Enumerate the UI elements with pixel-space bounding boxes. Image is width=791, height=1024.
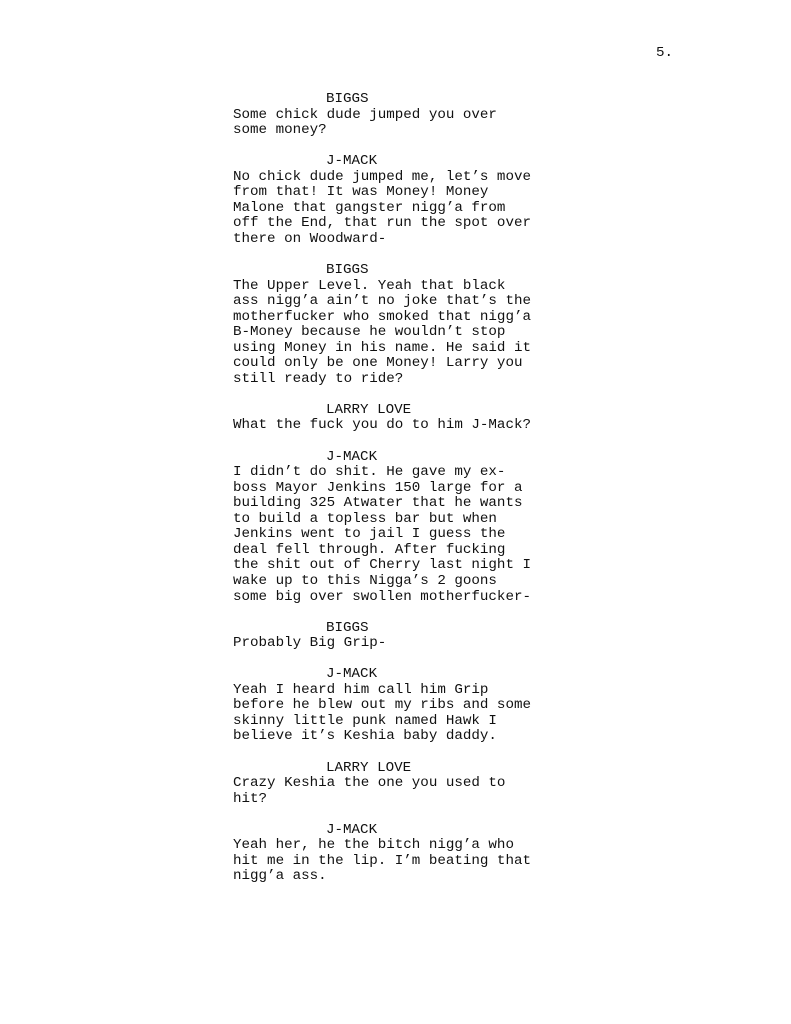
dialogue-line: motherfucker who smoked that nigg’a [233,308,531,325]
dialogue-line: could only be one Money! Larry you [233,355,523,372]
dialogue-line: skinny little punk named Hawk I [233,712,497,729]
dialogue-line: some money? [233,122,327,139]
page-number: 5. [656,45,674,61]
character-name: J-MACK [326,153,378,170]
dialogue-line: there on Woodward- [233,230,387,247]
dialogue-block [233,450,563,605]
character-name: J-MACK [326,448,378,465]
dialogue-block [233,667,563,745]
dialogue-line: still ready to ride? [233,370,404,387]
dialogue-line: to build a topless bar but when [233,510,497,527]
dialogue-line: deal fell through. After fucking [233,541,506,558]
dialogue-line: wake up to this Nigga’s 2 goons [233,572,497,589]
character-name: LARRY LOVE [326,759,412,776]
dialogue-block [233,403,563,434]
character-name: J-MACK [326,821,378,838]
character-name: BIGGS [326,262,369,279]
dialogue-line: some big over swollen motherfucker- [233,588,531,605]
screenplay-body [233,92,563,900]
dialogue-line: Malone that gangster nigg’a from [233,199,506,216]
dialogue-block [233,761,563,808]
dialogue-line: hit me in the lip. I’m beating that [233,852,531,869]
dialogue-block [233,823,563,885]
dialogue-line: building 325 Atwater that he wants [233,495,523,512]
dialogue-line: nigg’a ass. [233,868,327,885]
character-name: BIGGS [326,91,369,107]
dialogue-line: What the fuck you do to him J-Mack? [233,417,531,434]
dialogue-line: ass nigg’a ain’t no joke that’s the [233,293,531,310]
dialogue-line: the shit out of Cherry last night I [233,557,531,574]
dialogue-line: B-Money because he wouldn’t stop [233,324,506,341]
dialogue-block [233,621,563,652]
dialogue-line: Crazy Keshia the one you used to [233,775,506,792]
dialogue-line: I didn’t do shit. He gave my ex- [233,464,506,481]
dialogue-line: Probably Big Grip- [233,635,387,652]
dialogue-block [233,92,563,139]
dialogue-line: believe it’s Keshia baby daddy. [233,728,497,745]
dialogue-line: Some chick dude jumped you over [233,106,497,123]
dialogue-block [233,263,563,387]
dialogue-line: using Money in his name. He said it [233,339,531,356]
dialogue-line: Jenkins went to jail I guess the [233,526,506,543]
dialogue-line: No chick dude jumped me, let’s move [233,168,531,185]
dialogue-line: off the End, that run the spot over [233,215,531,232]
dialogue-block [233,154,563,247]
dialogue-line: Yeah I heard him call him Grip [233,681,489,698]
character-name: BIGGS [326,619,369,636]
dialogue-line: before he blew out my ribs and some [233,697,531,714]
dialogue-line: hit? [233,790,268,807]
dialogue-line: Yeah her, he the bitch nigg’a who [233,837,514,854]
character-name: LARRY LOVE [326,401,412,418]
dialogue-line: from that! It was Money! Money [233,184,489,201]
dialogue-line: The Upper Level. Yeah that black [233,277,506,294]
character-name: J-MACK [326,666,378,683]
dialogue-line: boss Mayor Jenkins 150 large for a [233,479,523,496]
